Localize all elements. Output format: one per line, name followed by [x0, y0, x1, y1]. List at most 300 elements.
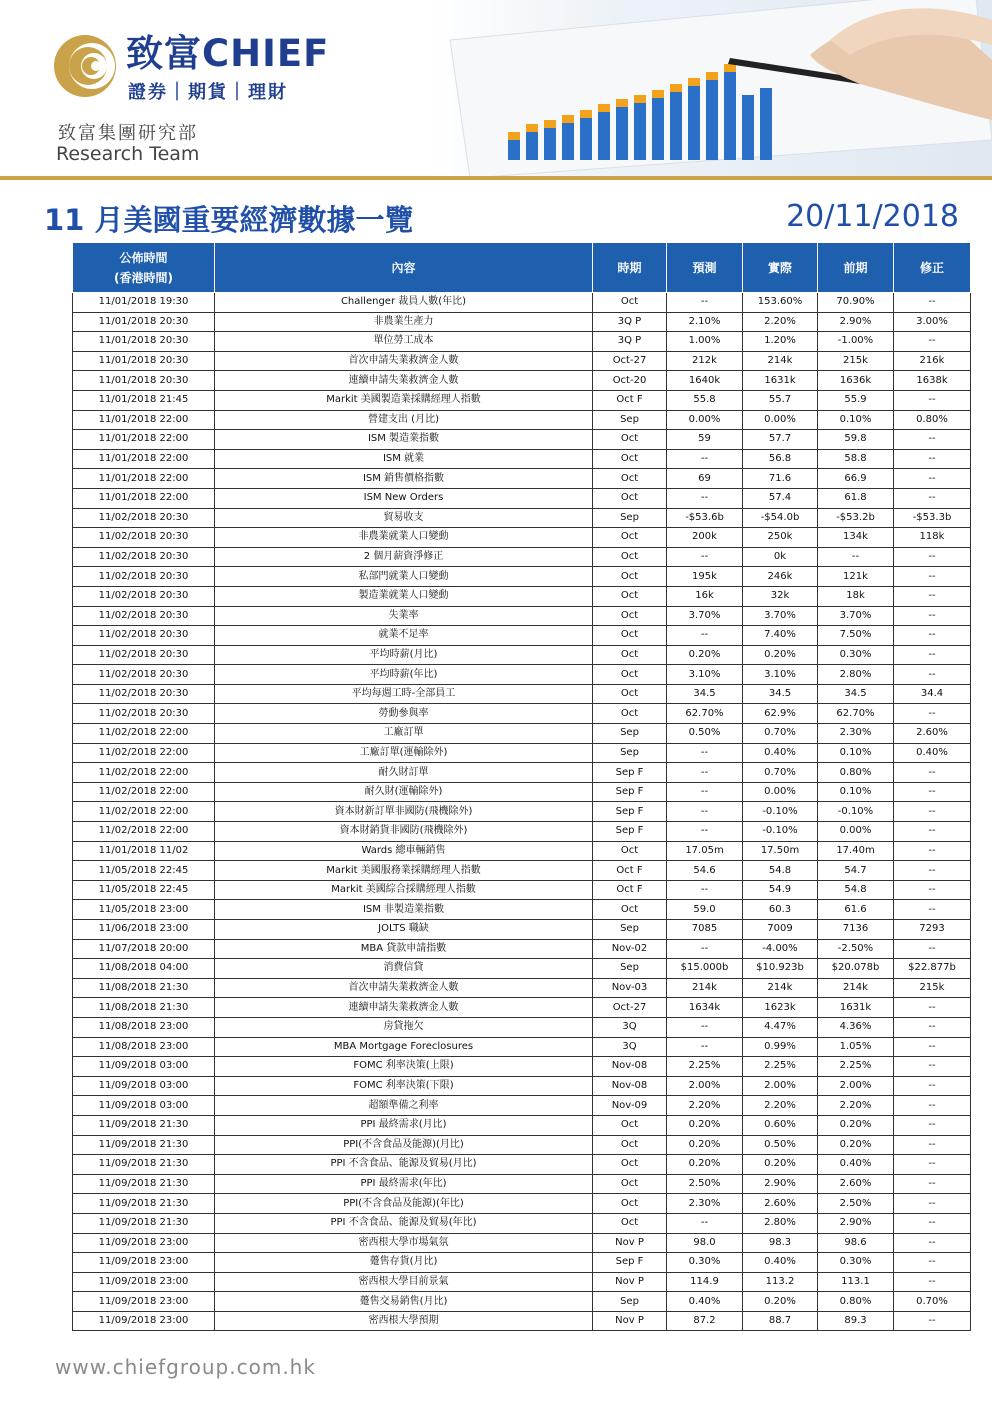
cell-forecast: 195k: [667, 567, 743, 587]
cell-content: ISM New Orders: [215, 488, 593, 508]
cell-period: Sep: [593, 724, 667, 744]
cell-previous: 0.20%: [818, 1135, 894, 1155]
cell-content: 貿易收支: [215, 508, 593, 528]
cell-period: Oct: [593, 645, 667, 665]
cell-actual: 0.00%: [743, 782, 818, 802]
cell-forecast: --: [667, 743, 743, 763]
header-actual: 實際: [743, 243, 818, 293]
cell-forecast: 2.30%: [667, 1194, 743, 1214]
cell-revised: --: [894, 390, 971, 410]
page-title: 11 月美國重要經濟數據一覽: [44, 203, 414, 237]
cell-content: JOLTS 職缺: [215, 920, 593, 940]
cell-previous: 1.05%: [818, 1037, 894, 1057]
cell-actual: 214k: [743, 978, 818, 998]
cell-time: 11/08/2018 23:00: [73, 1017, 215, 1037]
cell-previous: 58.8: [818, 449, 894, 469]
cell-previous: 0.80%: [818, 1292, 894, 1312]
cell-time: 11/01/2018 20:30: [73, 351, 215, 371]
cell-revised: --: [894, 1311, 971, 1331]
cell-content: ISM 製造業指數: [215, 430, 593, 450]
cell-content: 首次申請失業救濟金人數: [215, 978, 593, 998]
cell-revised: --: [894, 939, 971, 959]
cell-actual: 0.00%: [743, 410, 818, 430]
cell-previous: 0.00%: [818, 822, 894, 842]
cell-actual: 0.60%: [743, 1115, 818, 1135]
cell-previous: -1.00%: [818, 332, 894, 352]
cell-revised: --: [894, 1174, 971, 1194]
cell-actual: 57.7: [743, 430, 818, 450]
cell-time: 11/09/2018 21:30: [73, 1194, 215, 1214]
cell-time: 11/09/2018 23:00: [73, 1233, 215, 1253]
cell-revised: --: [894, 822, 971, 842]
cell-content: 失業率: [215, 606, 593, 626]
cell-period: Sep F: [593, 1253, 667, 1273]
cell-actual: 0.50%: [743, 1135, 818, 1155]
cell-forecast: 0.20%: [667, 1115, 743, 1135]
cell-forecast: 3.70%: [667, 606, 743, 626]
table-row: [73, 469, 971, 489]
cell-previous: 7.50%: [818, 626, 894, 646]
cell-period: Oct: [593, 547, 667, 567]
cell-actual: 60.3: [743, 900, 818, 920]
cell-actual: 2.80%: [743, 1213, 818, 1233]
footer-url: www.chiefgroup.com.hk: [55, 1355, 316, 1379]
cell-period: Nov P: [593, 1272, 667, 1292]
header-period: 時期: [593, 243, 667, 293]
cell-previous: 2.20%: [818, 1096, 894, 1116]
cell-content: 就業不足率: [215, 626, 593, 646]
cell-revised: --: [894, 430, 971, 450]
report-date: 20/11/2018: [786, 199, 959, 234]
cell-forecast: 200k: [667, 528, 743, 548]
cell-content: 躉售存貨(月比): [215, 1253, 593, 1273]
table-row: [73, 1311, 971, 1331]
cell-forecast: 2.00%: [667, 1076, 743, 1096]
cell-time: 11/01/2018 22:00: [73, 488, 215, 508]
cell-previous: 34.5: [818, 684, 894, 704]
research-team-en: Research Team: [56, 143, 200, 165]
cell-period: 3Q: [593, 1037, 667, 1057]
cell-actual: 0.70%: [743, 724, 818, 744]
cell-actual: 0.70%: [743, 763, 818, 783]
cell-actual: 56.8: [743, 449, 818, 469]
cell-period: Oct: [593, 1213, 667, 1233]
cell-actual: 1623k: [743, 998, 818, 1018]
cell-content: 私部門就業人口變動: [215, 567, 593, 587]
cell-content: MBA Mortgage Foreclosures: [215, 1037, 593, 1057]
table-row: [73, 606, 971, 626]
table-row: [73, 1076, 971, 1096]
table-row: [73, 449, 971, 469]
header-time-label: 公佈時間: [119, 250, 168, 265]
cell-time: 11/01/2018 22:00: [73, 430, 215, 450]
cell-revised: --: [894, 645, 971, 665]
cell-forecast: --: [667, 1017, 743, 1037]
cell-content: 資本財銷貨非國防(飛機除外): [215, 822, 593, 842]
cell-forecast: --: [667, 488, 743, 508]
cell-actual: -$54.0b: [743, 508, 818, 528]
cell-actual: 3.10%: [743, 665, 818, 685]
cell-actual: 55.7: [743, 390, 818, 410]
header-divider: [0, 176, 992, 180]
cell-time: 11/05/2018 22:45: [73, 880, 215, 900]
cell-previous: 2.60%: [818, 1174, 894, 1194]
cell-forecast: -$53.6b: [667, 508, 743, 528]
cell-previous: 55.9: [818, 390, 894, 410]
cell-content: 平均時薪(月比): [215, 645, 593, 665]
cell-actual: 2.00%: [743, 1076, 818, 1096]
cell-actual: 2.25%: [743, 1057, 818, 1077]
cell-previous: 0.10%: [818, 410, 894, 430]
cell-revised: --: [894, 293, 971, 313]
cell-previous: 54.8: [818, 880, 894, 900]
cell-period: Oct: [593, 293, 667, 313]
cell-revised: --: [894, 1115, 971, 1135]
cell-time: 11/02/2018 20:30: [73, 626, 215, 646]
cell-actual: 0.20%: [743, 1155, 818, 1175]
cell-forecast: 212k: [667, 351, 743, 371]
cell-previous: 4.36%: [818, 1017, 894, 1037]
cell-revised: --: [894, 1017, 971, 1037]
cell-period: Oct: [593, 841, 667, 861]
cell-time: 11/01/2018 19:30: [73, 293, 215, 313]
cell-forecast: 114.9: [667, 1272, 743, 1292]
cell-content: PPI(不含食品及能源)(月比): [215, 1135, 593, 1155]
cell-previous: 62.70%: [818, 704, 894, 724]
cell-time: 11/02/2018 20:30: [73, 606, 215, 626]
cell-time: 11/01/2018 11/02: [73, 841, 215, 861]
cell-revised: --: [894, 488, 971, 508]
cell-content: PPI 最終需求(年比): [215, 1174, 593, 1194]
cell-time: 11/02/2018 20:30: [73, 586, 215, 606]
table-row: [73, 312, 971, 332]
cell-forecast: 59.0: [667, 900, 743, 920]
cell-time: 11/05/2018 23:00: [73, 900, 215, 920]
table-row: [73, 1115, 971, 1135]
cell-revised: --: [894, 900, 971, 920]
cell-revised: --: [894, 449, 971, 469]
table-row: [73, 939, 971, 959]
header-banner: [430, 0, 992, 178]
cell-time: 11/09/2018 21:30: [73, 1135, 215, 1155]
cell-actual: 1.20%: [743, 332, 818, 352]
header-revised: 修正: [894, 243, 971, 293]
cell-forecast: 17.05m: [667, 841, 743, 861]
table-row: [73, 508, 971, 528]
cell-revised: --: [894, 1213, 971, 1233]
cell-revised: 7293: [894, 920, 971, 940]
table-row: [73, 1253, 971, 1273]
cell-time: 11/05/2018 22:45: [73, 861, 215, 881]
cell-period: Sep: [593, 508, 667, 528]
cell-period: Nov-02: [593, 939, 667, 959]
cell-revised: 0.80%: [894, 410, 971, 430]
cell-previous: $20.078b: [818, 959, 894, 979]
cell-period: Oct: [593, 684, 667, 704]
cell-actual: 0.20%: [743, 1292, 818, 1312]
cell-content: 密西根大學市場氣氛: [215, 1233, 593, 1253]
cell-previous: 214k: [818, 978, 894, 998]
cell-forecast: 2.50%: [667, 1174, 743, 1194]
cell-forecast: --: [667, 1037, 743, 1057]
cell-content: 消費信貸: [215, 959, 593, 979]
cell-forecast: 0.30%: [667, 1253, 743, 1273]
cell-revised: --: [894, 1253, 971, 1273]
cell-actual: 71.6: [743, 469, 818, 489]
cell-time: 11/02/2018 20:30: [73, 547, 215, 567]
cell-actual: 1631k: [743, 371, 818, 391]
cell-period: Oct: [593, 488, 667, 508]
header-forecast: 預測: [667, 243, 743, 293]
cell-forecast: 62.70%: [667, 704, 743, 724]
cell-revised: --: [894, 1155, 971, 1175]
cell-revised: 0.40%: [894, 743, 971, 763]
cell-revised: --: [894, 1233, 971, 1253]
cell-period: Oct F: [593, 861, 667, 881]
cell-previous: -0.10%: [818, 802, 894, 822]
cell-period: Oct: [593, 665, 667, 685]
cell-previous: 121k: [818, 567, 894, 587]
cell-forecast: $15.000b: [667, 959, 743, 979]
cell-revised: -$53.3b: [894, 508, 971, 528]
cell-revised: 0.70%: [894, 1292, 971, 1312]
cell-revised: --: [894, 861, 971, 881]
cell-content: 平均每週工時-全部員工: [215, 684, 593, 704]
cell-actual: 250k: [743, 528, 818, 548]
table-row: [73, 763, 971, 783]
cell-time: 11/01/2018 22:00: [73, 410, 215, 430]
table-row: [73, 841, 971, 861]
table-row: [73, 645, 971, 665]
cell-forecast: --: [667, 293, 743, 313]
cell-content: FOMC 利率決策(上限): [215, 1057, 593, 1077]
cell-content: 首次申請失業救濟金人數: [215, 351, 593, 371]
cell-revised: --: [894, 469, 971, 489]
cell-content: 2 個月薪資淨修正: [215, 547, 593, 567]
cell-revised: 3.00%: [894, 312, 971, 332]
table-row: [73, 567, 971, 587]
table-row: [73, 1213, 971, 1233]
cell-content: ISM 就業: [215, 449, 593, 469]
cell-revised: --: [894, 586, 971, 606]
cell-revised: 118k: [894, 528, 971, 548]
cell-revised: --: [894, 547, 971, 567]
cell-revised: --: [894, 802, 971, 822]
table-row: [73, 665, 971, 685]
cell-actual: -0.10%: [743, 822, 818, 842]
cell-revised: --: [894, 998, 971, 1018]
cell-actual: 246k: [743, 567, 818, 587]
cell-forecast: 55.8: [667, 390, 743, 410]
table-row: [73, 1233, 971, 1253]
cell-actual: -0.10%: [743, 802, 818, 822]
cell-revised: --: [894, 567, 971, 587]
table-row: [73, 547, 971, 567]
cell-time: 11/02/2018 20:30: [73, 508, 215, 528]
cell-content: Markit 美國服務業採購經理人指數: [215, 861, 593, 881]
cell-forecast: 54.6: [667, 861, 743, 881]
table-row: [73, 978, 971, 998]
cell-actual: $10.923b: [743, 959, 818, 979]
cell-forecast: --: [667, 449, 743, 469]
cell-period: Oct-27: [593, 998, 667, 1018]
cell-actual: 3.70%: [743, 606, 818, 626]
cell-period: Oct: [593, 586, 667, 606]
brand-name: 致富CHIEF: [126, 32, 330, 75]
table-body: [73, 293, 971, 1331]
cell-content: 工廠訂單(運輸除外): [215, 743, 593, 763]
table-row: [73, 488, 971, 508]
cell-period: Sep F: [593, 782, 667, 802]
cell-content: MBA 貸款申請指數: [215, 939, 593, 959]
cell-previous: 59.8: [818, 430, 894, 450]
table-row: [73, 880, 971, 900]
cell-revised: 1638k: [894, 371, 971, 391]
chief-logo-icon: [52, 33, 118, 99]
cell-revised: --: [894, 763, 971, 783]
cell-period: Sep F: [593, 763, 667, 783]
cell-content: ISM 非製造業指數: [215, 900, 593, 920]
cell-revised: --: [894, 1135, 971, 1155]
table-row: [73, 586, 971, 606]
cell-forecast: --: [667, 880, 743, 900]
cell-content: PPI 不含食品、能源及貿易(月比): [215, 1155, 593, 1175]
cell-previous: 0.10%: [818, 782, 894, 802]
cell-previous: 18k: [818, 586, 894, 606]
cell-revised: --: [894, 782, 971, 802]
cell-content: ISM 銷售價格指數: [215, 469, 593, 489]
research-team-cn: 致富集團研究部: [58, 123, 198, 144]
cell-time: 11/02/2018 22:00: [73, 743, 215, 763]
cell-content: PPI 不含食品、能源及貿易(年比): [215, 1213, 593, 1233]
cell-actual: 2.20%: [743, 1096, 818, 1116]
cell-period: Sep: [593, 410, 667, 430]
cell-forecast: 69: [667, 469, 743, 489]
cell-actual: 34.5: [743, 684, 818, 704]
cell-revised: --: [894, 1272, 971, 1292]
table-row: [73, 1017, 971, 1037]
cell-content: 耐久財訂單: [215, 763, 593, 783]
cell-time: 11/09/2018 23:00: [73, 1292, 215, 1312]
cell-time: 11/02/2018 20:30: [73, 567, 215, 587]
cell-revised: --: [894, 841, 971, 861]
table-row: [73, 1174, 971, 1194]
cell-previous: 2.80%: [818, 665, 894, 685]
cell-revised: --: [894, 606, 971, 626]
cell-period: Oct: [593, 469, 667, 489]
table-row: [73, 1155, 971, 1175]
cell-forecast: 7085: [667, 920, 743, 940]
cell-content: 連續申請失業救濟金人數: [215, 371, 593, 391]
cell-actual: 113.2: [743, 1272, 818, 1292]
cell-time: 11/02/2018 20:30: [73, 528, 215, 548]
cell-period: Oct F: [593, 880, 667, 900]
cell-content: 連續申請失業救濟金人數: [215, 998, 593, 1018]
cell-time: 11/01/2018 22:00: [73, 469, 215, 489]
header-time-note: (香港時間): [114, 270, 173, 285]
cell-actual: 0.99%: [743, 1037, 818, 1057]
cell-actual: 0.20%: [743, 645, 818, 665]
cell-previous: 7136: [818, 920, 894, 940]
brand-tagline: 證券｜期貨｜理財: [128, 82, 288, 103]
cell-period: Oct: [593, 606, 667, 626]
cell-period: 3Q P: [593, 332, 667, 352]
cell-period: Oct-20: [593, 371, 667, 391]
cell-forecast: --: [667, 939, 743, 959]
cell-content: 密西根大學目前景氣: [215, 1272, 593, 1292]
cell-time: 11/07/2018 20:00: [73, 939, 215, 959]
cell-time: 11/08/2018 21:30: [73, 978, 215, 998]
cell-content: 房貸拖欠: [215, 1017, 593, 1037]
cell-period: Oct: [593, 900, 667, 920]
cell-forecast: 0.20%: [667, 645, 743, 665]
cell-time: 11/02/2018 22:00: [73, 822, 215, 842]
cell-forecast: 2.10%: [667, 312, 743, 332]
cell-period: Oct: [593, 704, 667, 724]
cell-previous: 66.9: [818, 469, 894, 489]
cell-forecast: 0.20%: [667, 1155, 743, 1175]
cell-revised: 34.4: [894, 684, 971, 704]
cell-actual: 0.40%: [743, 1253, 818, 1273]
cell-time: 11/06/2018 23:00: [73, 920, 215, 940]
cell-previous: 0.80%: [818, 763, 894, 783]
table-row: [73, 1057, 971, 1077]
cell-content: Challenger 裁員人數(年比): [215, 293, 593, 313]
cell-revised: 2.60%: [894, 724, 971, 744]
cell-previous: 2.50%: [818, 1194, 894, 1214]
table-row: [73, 998, 971, 1018]
cell-time: 11/09/2018 03:00: [73, 1057, 215, 1077]
cell-actual: 4.47%: [743, 1017, 818, 1037]
cell-previous: 54.7: [818, 861, 894, 881]
cell-content: 非農業生產力: [215, 312, 593, 332]
cell-forecast: 0.00%: [667, 410, 743, 430]
cell-time: 11/02/2018 20:30: [73, 665, 215, 685]
cell-content: Markit 美國製造業採購經理人指數: [215, 390, 593, 410]
cell-time: 11/08/2018 21:30: [73, 998, 215, 1018]
cell-content: 耐久財(運輸除外): [215, 782, 593, 802]
cell-previous: 0.10%: [818, 743, 894, 763]
cell-period: Oct: [593, 1115, 667, 1135]
cell-content: 工廠訂單: [215, 724, 593, 744]
page-header: [0, 0, 992, 180]
cell-forecast: --: [667, 802, 743, 822]
cell-content: 勞動參與率: [215, 704, 593, 724]
table-row: [73, 332, 971, 352]
cell-time: 11/01/2018 20:30: [73, 371, 215, 391]
cell-actual: 7009: [743, 920, 818, 940]
cell-forecast: --: [667, 763, 743, 783]
cell-content: 製造業就業人口變動: [215, 586, 593, 606]
cell-previous: 0.40%: [818, 1155, 894, 1175]
cell-actual: 2.90%: [743, 1174, 818, 1194]
cell-content: PPI 最終需求(月比): [215, 1115, 593, 1135]
cell-actual: 98.3: [743, 1233, 818, 1253]
cell-actual: 54.8: [743, 861, 818, 881]
table-row: [73, 684, 971, 704]
cell-actual: 153.60%: [743, 293, 818, 313]
cell-forecast: 1640k: [667, 371, 743, 391]
cell-content: FOMC 利率決策(下限): [215, 1076, 593, 1096]
cell-previous: 3.70%: [818, 606, 894, 626]
cell-period: Sep: [593, 743, 667, 763]
header-previous: 前期: [818, 243, 894, 293]
cell-period: Oct: [593, 430, 667, 450]
table-row: [73, 920, 971, 940]
cell-time: 11/09/2018 21:30: [73, 1174, 215, 1194]
cell-revised: --: [894, 665, 971, 685]
cell-time: 11/02/2018 22:00: [73, 802, 215, 822]
